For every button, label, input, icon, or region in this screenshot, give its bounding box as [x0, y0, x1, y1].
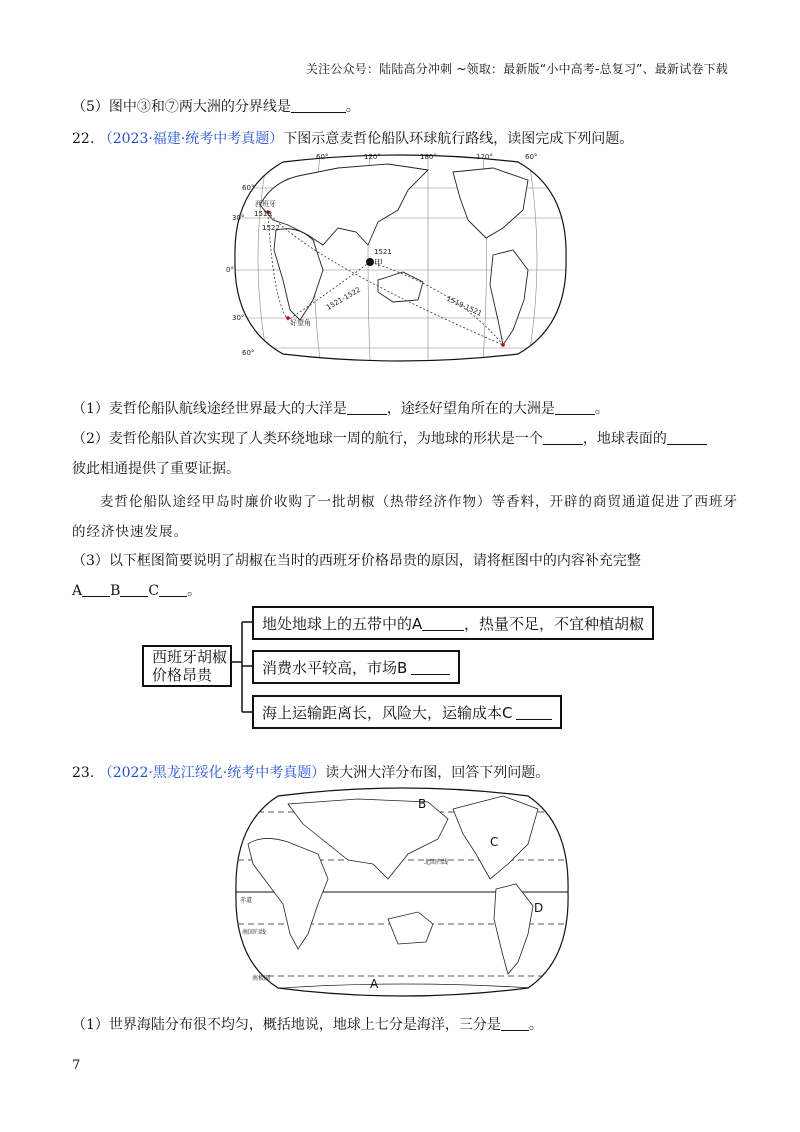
flow-root-line2: 价格昂贵	[152, 666, 213, 684]
place-label: 好望角	[290, 319, 311, 327]
answer-blank-c[interactable]	[159, 582, 187, 597]
flow-box-b	[252, 650, 460, 684]
text: （1）世界海陆分布很不均匀，概括地说，地球上七分是海洋，三分是	[72, 1017, 501, 1033]
q21-part5	[72, 96, 360, 116]
question-source: （2023·福建·统考中考真题）	[98, 131, 284, 147]
flow-text: 消费水平较高，市场B	[262, 658, 408, 677]
map-label-c: C	[490, 835, 499, 849]
lon-label: 120°	[476, 153, 493, 161]
answer-blank-c[interactable]	[516, 704, 552, 720]
page-header: 关注公众号：陆陆高分冲刺 ~领取：最新版“小中高考-总复习”、最新试卷下载	[305, 62, 728, 76]
answer-blank-a[interactable]	[82, 582, 110, 597]
text: 。	[594, 401, 609, 417]
lon-label: 60°	[525, 153, 538, 161]
place-label: 1521	[374, 248, 392, 256]
place-label: 甲	[374, 259, 384, 269]
flow-box-a	[252, 606, 654, 640]
lon-label: 120°	[364, 153, 381, 161]
place-label: 1521-1522	[325, 285, 363, 312]
place-label: 西班牙	[255, 200, 276, 208]
label-b: B	[110, 583, 121, 599]
lat-label: 60°	[242, 184, 255, 192]
map-label-a: A	[370, 977, 379, 991]
q22-title	[72, 128, 633, 148]
map-label-d: D	[534, 901, 544, 915]
q23-title	[72, 762, 549, 782]
answer-blank[interactable]	[347, 400, 387, 415]
lat-label: 60°	[242, 349, 255, 357]
lat-label: 30°	[232, 314, 245, 322]
flow-root-box	[142, 645, 232, 687]
lat-label: 0°	[226, 266, 234, 274]
question-number: 23.	[72, 765, 95, 781]
question-stem: 下图示意麦哲伦船队环球航行路线，读图完成下列问题。	[283, 131, 634, 147]
flow-text: 地处地球上的五带中的A	[262, 614, 423, 633]
tropic-capricorn-label: 南回归线	[242, 929, 267, 936]
lon-label: 180°	[420, 153, 437, 161]
answer-blank[interactable]	[667, 430, 707, 445]
antarctic-circle-label: 南极圈	[252, 975, 271, 982]
q23-part1	[72, 1014, 543, 1034]
answer-blank[interactable]	[555, 400, 595, 415]
flow-root-line1: 西班牙胡椒	[152, 648, 228, 666]
tropic-cancer-label: 北回归线	[424, 859, 449, 866]
answer-blank-b[interactable]	[411, 659, 450, 675]
place-label: 1519	[254, 210, 272, 218]
flow-box-c	[252, 695, 562, 729]
equator-label: 赤道	[240, 897, 253, 904]
q21-part5-text: （5）图中③和⑦两大洲的分界线是	[72, 99, 291, 115]
continents-oceans-map	[228, 784, 576, 1000]
map-label-b: B	[418, 797, 427, 811]
label-c: C	[148, 583, 160, 599]
text: （1）麦哲伦船队航线途经世界最大的大洋是	[72, 401, 347, 417]
place-label: 1519-1521	[445, 294, 484, 318]
passage-line1: 麦哲伦船队途经甲岛时廉价收购了一批胡椒（热带经济作物）等香料，开辟的商贸通道促进了西班牙	[100, 494, 738, 510]
text: ，途经好望角所在的大洲是	[386, 401, 555, 417]
place-label: 1522	[262, 224, 280, 232]
question-stem: 读大洲大洋分布图，回答下列问题。	[325, 765, 550, 781]
lat-label: 30°	[232, 214, 245, 222]
question-source: （2022·黑龙江绥化·统考中考真题）	[98, 765, 326, 781]
flow-text: 海上运输距离长，风险大，运输成本C	[262, 703, 513, 722]
q22-part3: （3）以下框图简要说明了胡椒在当时的西班牙价格昂贵的原因，请将框图中的内容补充完整	[72, 553, 641, 569]
question-number: 22.	[72, 131, 95, 147]
magellan-route-map	[228, 150, 573, 365]
answer-blank-b[interactable]	[120, 582, 148, 597]
flow-text: ，热量不足，不宜种植胡椒	[463, 614, 644, 633]
punct: 。	[187, 583, 202, 599]
answer-blank[interactable]	[291, 98, 346, 113]
q22-part1	[72, 398, 609, 418]
page-number: 7	[72, 1058, 81, 1073]
q22-part3-blanks	[72, 580, 201, 600]
lon-label: 60°	[316, 153, 329, 161]
answer-blank-a[interactable]	[422, 615, 464, 631]
text: ，地球表面的	[582, 431, 667, 447]
label-a: A	[72, 583, 83, 599]
passage-line2: 的经济快速发展。	[72, 524, 188, 540]
answer-blank[interactable]	[543, 430, 583, 445]
text: 。	[528, 1017, 543, 1033]
q22-part2	[72, 428, 707, 448]
q22-part2-cont: 彼此相通提供了重要证据。	[72, 461, 240, 477]
answer-blank[interactable]	[501, 1016, 529, 1031]
punct: 。	[345, 99, 360, 115]
text: （2）麦哲伦船队首次实现了人类环绕地球一周的航行，为地球的形状是一个	[72, 431, 543, 447]
